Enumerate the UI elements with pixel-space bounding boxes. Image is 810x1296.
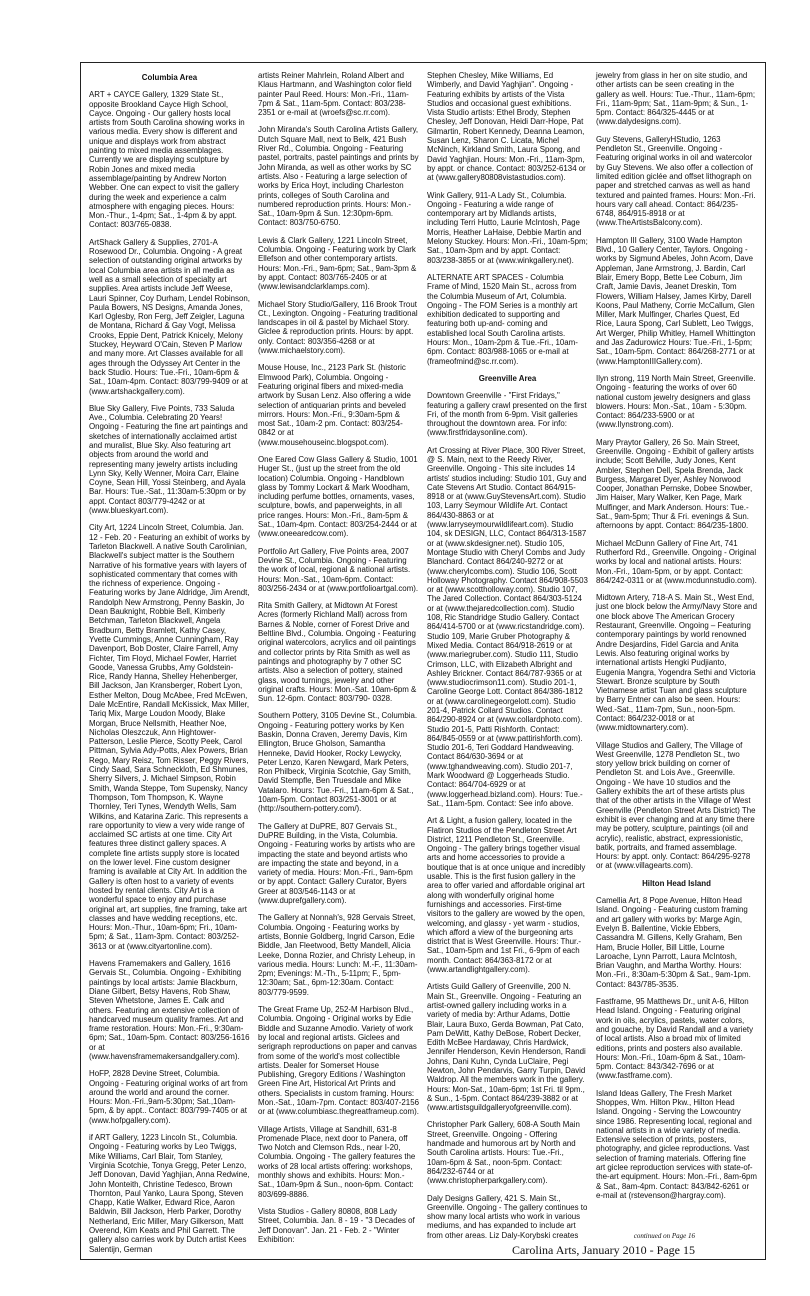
gallery-listing: Southern Pottery, 3105 Devine St., Columbia. Ongoing - Featuring pottery works by Ken Baskin, Donna Craven, Jeremy Davis, Kim Ellington, Bruce Gholson, Samantha Henneke, David Hooker, Rocky Lewycky, Peter Lenzo, Karen Newgard, Mark Peters, Ron Philbeck, Virginia Scotchie, Gay Smith, David Stempfle, Ben Truesdale and Mike Vatalaro. Hours: Tue.-Fri., 11am-6pm & Sat., 10am-5pm. Contact 803/251-3001 or at (http://southern-pottery.com/). xyxy=(258,711,418,814)
gallery-listing: if ART Gallery, 1223 Lincoln St., Columbia. Ongoing - Featuring works by Leo Twiggs, Mike Williams, Carl Blair, Tom Stanley, Virginia Scotchie, Tonya Gregg, Peter Lenzo, Jeff Donovan, David Yaghjian, Anna Redwine, John Monteith, Christine Tedesco, Brown Thornton, Paul Yanko, Laura Spong, Steven Chapp, Katie Walker, Edward Rice, Aaron Baldwin, Bill Jackson, Herb Parker, Dorothy Netherland, Eric Miller, Mary Gilkerson, Matt Overend, Kim Keats and Phil Garrett. The gallery also carries work by Dutch artist Kees Salentijn, German xyxy=(89,1133,250,1254)
column-1 xyxy=(89,71,250,1254)
gallery-listing: John Miranda's South Carolina Artists Gallery, Dutch Square Mall, next to Belk, 421 Bush River Rd., Columbia. Ongoing - Featuring pastel, portraits, pastel paintings and prints by John Miranda, as well as other works by SC artists. Also - Featuring a large selection of works by Erica Hoyt, including Charleston prints, colleges of South Carolina and numbered reproduction prints. Hours: Mon.-Sat., 10am-9pm & Sun. 12:30pm-6pm. Contact: 803/750-6750. xyxy=(258,125,419,228)
gallery-listing: Michael Story Studio/Gallery, 116 Brook Trout Ct., Lexington. Ongoing - Featuring traditional landscapes in oil & pastel by Michael Story. Giclee & reproduction prints. Hours: by appt. only. Contact: 803/356-4268 or at (www.michaelstory.com). xyxy=(258,299,418,356)
gallery-listing: Camellia Art, 8 Pope Avenue, Hilton Head Island. Ongoing - Featuring custom framing and art gallery with works by: Marge Agin, Evelyn B. Ballentine, Vickie Ebbers, Cassandra M. Gillens, Kelly Graham, Ben Ham, Brucie Holler, Bill Little, Lourne Laroache, Lynn Parrott, Laura McIntosh, Brian Vaughn, and Martha Worthy. Hours: Mon.-Fri., 8:30am-5:30pm & Sat., 9am-1pm. Contact: 843/785-3535. xyxy=(596,896,751,989)
column-2 xyxy=(258,71,419,1244)
gallery-listing: The Gallery at Nonnah's, 928 Gervais Street, Columbia. Ongoing - Featuring works by artists, Bonnie Goldberg, Ingrid Carson, Edie Biddle, Jan Fleetwood, Betty Mandell, Alicia Leeke, Donna Rozier, and Christy Leheup, in various media. Hours: Lunch: M.-F., 11:30am-2pm; Evenings: M.-Th., 5-11pm; F., 5pm-12:30am; Sat., 6pm-12:30am. Contact: 803/779-9599. xyxy=(258,913,418,997)
gallery-listing: Daly Designs Gallery, 421 S. Main St., Greenville. Ongoing - The gallery continues to show many local artists who work in various mediums, and has expanded to include art from other areas. Liz Daly-Korybski creates xyxy=(427,1193,588,1240)
gallery-listing: Midtown Artery, 718-A S. Main St., West End, just one block below the Army/Navy Store and one block above The American Grocery Restaurant, Greenville. Ongoing – Featuring contemporary paintings by world renowned Andre Desjardins, Fidel Garcia and Anita Lewis. Also featuring original works by international artists Hengki Pudjianto, Eugenia Mangra, Yogendra Sethi and Victoria Stewart. Bronze sculpture by South Vietnamese artist Tuan and glass sculpture by Barry Entner can also be seen. Hours: Wed.-Sat., 11am-7pm, Sun., noon-5pm. Contact: 864/232-0018 or at (www.midtownartery.com). xyxy=(596,593,757,733)
gallery-listing: Art Crossing at River Place, 300 River Street, @ S. Main, next to the Reedy River, Greenville. Ongoing - This site includes 14 artists' studios including: Studio 101, Guy and Cate Stevens Art Studio. Contact 864/915-8918 or at (www.GuyStevensArt.com). Studio 103, Larry Seymour Wildlife Art. Contact 864/430-8863 or at (www.larryseymourwildlifeart.com). Studio 104, sk DESIGN, LLC, Contact 864/313-1587 or at (www.skdesigner.net). Studio 105, Montage Studio with Cheryl Combs and Judy Blanchard. Contact 864/240-9272 or at (www.cherylcombs.com). Studio 106, Scott Holloway Photography. Contact 864/908-5503 or at (www.scottholloway.com). Studio 107, The Jared Collection. Contact 864/303-5124 or at (www.thejaredcollection.com). Studio 108, Ric Standridge Studio Gallery. Contact 864/414-5700 or at (www.ricstandridge.com). Studio 109, Marie Gruber Photography & Mixed Media. Contact 864/918-2619 or at (www.mariegruber.com). Studio 111, Studio Crimson, LLC, with Elizabeth Albright and Ashley Brickner. Contact 864/787-9365 or at (www.studiocrimson11.com). Studio 201-1, Caroline George Lott. Contact 864/386-1812 or at (www.carolinegeorgelott.com). Studio 201-4, Patrick Collard Studios. Contact 864/290-8924 or at (www.collardphoto.com). Studio 201-5, Patti Rishforth. Contact: 864/845-0559 or at (www.pattirishforth.com). Studio 201-6, Teri Goddard Handweaving. Contact 864/630-3694 or at (www.tghandweaving.com). Studio 201-7, Mark Woodward @ Loggerheads Studio. Contact: 864/704-6929 or at (www.loggerhead.bizland.com). Hours: Tue.-Sat., 11am-5pm. Contact: See info above. xyxy=(427,445,588,808)
gallery-listing: One Eared Cow Glass Gallery & Studio, 1001 Huger St., (just up the street from the old location) Columbia. Ongoing - Handblown glass by Tommy Lockart & Mark Woodham, including perfume bottles, ornaments, vases, sculpture, bowls, and paperweights, in all price ranges. Hours: Mon.-Fri., 8am-5pm & Sat., 10am-4pm. Contact: 803/254-2444 or at (www.oneearedcow.com). xyxy=(258,454,418,539)
gallery-listing: Fastframe, 95 Matthews Dr., unit A-6, Hilton Head Island. Ongoing - Featuring original work in oils, acrylics, pastels, water colors, and gouache, by David Randall and a variety of local artists. Also a broad mix of limited editions, prints and posters also available. Hours: Mon.-Fri., 10am-6pm & Sat., 10am-5pm. Contact: 843/342-7696 or at (www.fastframe.com). xyxy=(596,997,754,1081)
gallery-listing: HoFP, 2828 Devine Street, Columbia. Ongoing - Featuring original works of art from around the world and around the corner. Hours: Mon.-Fri.,9am-5:30pm; Sat.,10am-5pm, & by appt.. Contact: 803/799-7405 or at (www.hofpgallery.com). xyxy=(89,1069,248,1125)
gallery-listing: City Art, 1224 Lincoln Street, Columbia. Jan. 12 - Feb. 20 - Featuring an exhibit of works by Tarleton Blackwell. A native South Carolinian, Blackwell's subject matter is the Southern Narrative of his formative years with layers of sophisticated commentary that comes with the richness of experience. Ongoing - Featuring works by Jane Aldridge, Jim Arendt, Randolph New Armstrong, Penny Baskin, Jo Dean Bauknight, Robbie Bell, Kimberly Betchman, Tarleton Blackwell, Angela Bradburn, Betty Bramlett, Kathy Casey, Yvette Cummings, Anne Cunningham, Ray Davenport, Bob Doster, Claire Farrell, Amy Fichter, Tim Floyd, Michael Fowler, Harriet Goode, Vanessa Grubbs, Amy Goldstein-Rice, Randy Hanna, Shelley Hehenberger, Bill Jackson, Jan Kransberger, Robert Lyon, Esther Melton, Doug McAbee, Fred McEwen, Dale McEntire, Randall McKissick, Max Miller, Tariq Mix, Marge Loudon Moody, Blake Morgan, Bruce Nellsmith, Heather Noe, Nicholas Oleszczuk, Ann Hightower-Patterson, Leslie Pierce, Scotty Peek, Carol Pittman, Sylvia Ady-Potts, Alex Powers, Brian Rego, Mary Reisz, Tom Risser, Peggy Rivers, Cindy Saad, Sara Schneckloth, Ed Shmunes, Sherry Silvers, J. Michael Simpson, Robin Smith, Wanda Steppe, Tom Supensky, Nancy Thompson, Tom Thompson, K. Wayne Thornley, Teri Tynes, Wendyth Wells, Sam Wilkins, and Katarina Zaric. This represents a rare opportunity to view a very wide range of acclaimed SC artists at one time. City Art features three distinct gallery spaces. A complete fine artists supply store is located on the lower level. Fine custom designer framing is available at City Art. In addition the Gallery is often host to a variety of events hosted by rental clients. City Art is a wonderful space to enjoy and purchase original art, art supplies, fine framing, take art classes and have wedding receptions, etc. Hours: Mon.-Thur., 10am-6pm; Fri., 10am-5pm; & Sat., 11am-3pm. Contact: 803/252-3613 or at (www.cityartonline.com). xyxy=(89,523,250,951)
gallery-listing: Portfolio Art Gallery, Five Points area, 2007 Devine St., Columbia. Ongoing - Featuring the work of local, regional & national artists. Hours: Mon.-Sat., 10am-6pm. Contact: 803/256-2434 or at (www.portfolioartgal.com). xyxy=(258,546,419,593)
gallery-listing: Guy Stevens, GalleryHStudio, 1263 Pendleton St., Greenville. Ongoing - Featuring original works in oil and watercolor by Guy Stevens. We also offer a collection of limited edition giclée and offset lithograph on paper and stretched canvas as well as hand textured and painted frames. Hours: Mon.-Fri. hours vary call ahead. Contact: 864/235-6748, 864/915-8918 or at (www.TheArtistsBalcony.com). xyxy=(596,134,756,228)
page-footer: Carolina Arts, January 2010 - Page 15 xyxy=(512,1242,695,1257)
gallery-listing: Havens Framemakers and Gallery, 1616 Gervais St., Columbia. Ongoing - Exhibiting paintings by local artists: Jamie Blackburn, Diane Gilbert, Betsy Havens, Rob Shaw, Steven Whetstone, James E. Calk and others. Featuring an extensive collection of handcarved museum quality frames. Art and frame restoration. Hours: Mon.-Fri., 9:30am-6pm; Sat., 10am-5pm. Contact: 803/256-1616 or at (www.havensframemakersandgallery.com). xyxy=(89,959,250,1061)
gallery-listing: jewelry from glass in her on site studio, and other artists can be seen creating in the gallery as well. Hours: Tue.-Thur., 11am-6pm; Fri., 11am-9pm; Sat., 11am-9pm; & Sun., 1-5pm. Contact: 864/325-4445 or at (www.dalydesigns.com). xyxy=(596,71,756,127)
gallery-listing: Art & Light, a fusion gallery, located in the Flatiron Studios of the Pendleton Street Art District, 1211 Pendleton St., Greenville. Ongoing - The gallery brings together visual arts and home accessories to provide a boutique that is at once unique and incredibly usable. This is the first fusion gallery in the area to offer varied and affordable original art along with wonderfully original home furnishings and accessories. First-time visitors to the gallery are wowed by the open, welcoming, and glassy - yet warm - studios, which afford a view of the burgeoning arts district that is West Greenville. Hours: Thur.-Sat., 10am-5pm and 1st Fri., 6-9pm of each month. Contact: 864/363-8172 or at (www.artandlightgallery.com). xyxy=(427,816,586,975)
gallery-listing: Mary Praytor Gallery, 26 So. Main Street, Greenville. Ongoing - Exhibit of gallery artists include; Scott Belville, Judy Jones, Kent Ambler, Stephen Dell, Spela Brenda, Jack Burgess, Margaret Dyer, Ashley Norwood Cooper, Jonathan Pernske, Dobee Snowber, Jim Haiser, Mary Walker, Ken Page, Mark Mulfinger, and Mark Anderson. Hours: Tue.-Sat., 9am-5pm; Thur & Fri. evenings & Sun. afternoons by appt. Contact: 864/235-1800. xyxy=(596,437,754,531)
gallery-listing: Island Ideas Gallery, The Fresh Market Shoppes, Wm. Hilton Pkw., Hilton Head Island. Ongoing - Serving the Lowcountry since 1986. Representing local, regional and national artists in a wide variety of media. Extensive selection of prints, posters, photography, and giclee reproductions. Vast selection of framing materials. Offering fine art giclee reproduction services with state-of-the-art equipment. Hours: Mon.-Fri., 8am-6pm & Sat., 8am-4pm. Contact: 843/842-6261 or e-mail at (rstevenson@hargray.com). xyxy=(596,1088,757,1200)
gallery-listing: Village Studios and Gallery, The Village of West Greenville, 1278 Pendleton St., two story yellow brick building on corner of Pendleton St. and Lois Ave., Greenville. Ongoing - We have 10 studios and the Gallery exhibits the art of these artists plus that of the other artists in the Village of West Greenville (Pendleton Street Arts District) The exhibit is ever changing and at any time there may be pottery, sculpture, paintings (oil and acrylic), realistic, abstract, expressionistic, batik, portraits, and framed assemblage. Hours: by appt. only. Contact: 864/295-9278 or at (www.villagearts.com). xyxy=(596,740,756,871)
gallery-listing: artists Reiner Mahrlein, Roland Albert and Klaus Hartmann, and Washington color field painter Paul Reed. Hours: Mon.-Fri., 11am-7pm & Sat., 11am-5pm. Contact: 803/238-2351 or e-mail at (wroefs@sc.rr.com). xyxy=(258,71,412,118)
gallery-listing: Lewis & Clark Gallery, 1221 Lincoln Street, Columbia. Ongoing - Featuring work by Clark Ellefson and other contemporary artists. Hours: Mon.-Fri., 9am-6pm; Sat., 9am-3pm & by appt. Contact: 803/765-2405 or at (www.lewisandclarklamps.com). xyxy=(258,235,417,292)
column-3 xyxy=(427,71,588,1240)
gallery-listing: Rita Smith Gallery, at Midtown At Forest Acres (formerly Richland Mall) across from Barnes & Noble, corner of Forest Drive and Beltline Blvd., Columbia. Ongoing - Featuring original watercolors, acrylics and oil paintings and collector prints by Rita Smith as well as paintings and photography by 7 other SC artists. Also a selection of pottery, stained glass, wood turnings, jewelry and other original crafts. Hours: Mon.-Sat. 10am-6pm & Sun. 12-6pm. Contact: 803/790- 0328. xyxy=(258,601,417,704)
gallery-listing: Michael McDunn Gallery of Fine Art, 741 Rutherford Rd., Greenville. Ongoing - Original works by local and national artists. Hours: Mon.-Fri., 10am-5pm, or by appt. Contact: 864/242-0311 or at (www.mcdunnstudio.com). xyxy=(596,538,757,585)
gallery-listing: The Great Frame Up, 252-M Harbison Blvd., Columbia. Ongoing - Original works by Edie Biddle and Suzanne Amodio. Variety of work by local and regional artists. Giclees and serigraph reproductions on paper and canvas from some of the world's most collectible artists. Dealer for Somerset House Publishing, Gregory Editions / Washington Green Fine Art, Historical Art Prints and others. Specialists in custom framing. Hours: Mon.-Sat., 10am-7pm. Contact: 803/407-2156 or at (www.columbiasc.thegreatframeup.com). xyxy=(258,1005,419,1117)
continued-note: continued on Page 16 xyxy=(633,1231,695,1240)
region-heading: Greenville Area xyxy=(478,373,537,383)
region-heading: Hilton Head Island xyxy=(642,878,711,888)
gallery-listing: ALTERNATE ART SPACES - Columbia Frame of Mind, 1520 Main St., across from the Columbia Museum of Art, Columbia. Ongoing - The FOM Series is a monthly art exhibition dedicated to supporting and featuring both up-and- coming and established local South Carolina artists. Hours: Mon., 10am-2pm & Tue.-Fri., 10am-6pm. Contact: 803/988-1065 or e-mail at (frameofmind@sc.rr.com). xyxy=(427,272,578,366)
gallery-listing: Downtown Greenville - "First Fridays," featuring a gallery crawl presented on the first Fri, of the month from 6-9pm. Visit galleries throughout the downtown area. For info: (www.firstfridaysonline.com). xyxy=(427,391,587,438)
gallery-listing: Christopher Park Gallery, 608-A South Main Street, Greenville. Ongoing - Offering handmade and humorous art by North and South Carolina artists. Hours: Tue.-Fri., 10am-6pm & Sat., noon-5pm. Contact: 864/232-6744 or at (www.christopherparkgallery.com). xyxy=(427,1120,580,1186)
column-4 xyxy=(596,71,757,1223)
gallery-listing: Artists Guild Gallery of Greenville, 200 N. Main St., Greenville. Ongoing - Featuring an artist-owned gallery including works in a variety of media by: Arthur Adams, Dottie Blair, Laura Buxo, Gerda Bowman, Pat Cato, Pam DeWitt, Kathy DeBose, Robert Decker, Edith McBee Hardaway, Chris Hardwick, Jennifer Henderson, Kevin Henderson, Randi Johns, Dani Kuhn, Cynda LuClaire, Pegi Newton, John Pendarvis, Garry Turpin, David Waldrop. All the members work in the gallery. Hours: Mon-Sat., 10am-6pm; 1st Fri. til 9pm., & Sun., 1-5pm. Contact 864/239-3882 or at (www.artistsguildgalleryofgreenville.com). xyxy=(427,982,586,1113)
gallery-listing: Vista Studios - Gallery 80808, 808 Lady Street, Columbia. Jan. 8 - 19 - "3 Decades of Jeff Donovan". Jan. 21 - Feb. 2 - "Winter Exhibition: xyxy=(258,1206,415,1244)
gallery-listing: Mouse House, Inc., 2123 Park St. (historic Elmwood Park), Columbia. Ongoing - Featuring original fibers and mixed-media artwork by Susan Lenz. Also offering a wide selection of antiquarian prints and beveled mirrors. Hours: Mon.-Fri., 9:30am-5pm & most Sat., 10am-2 pm. Contact: 803/254-0842 or at (www.mousehouseinc.blogspot.com). xyxy=(258,363,411,447)
newspaper-page xyxy=(80,62,766,1260)
gallery-listing: ArtShack Gallery & Supplies, 2701-A Rosewood Dr., Columbia. Ongoing - A great selection of outstanding original artworks by local Columbia area artists in all media as well as a small selection of specialty art supplies. Area artists include Jeff Weese, Lauri Spinner, Coy Durham, Lendel Robinson, Paula Bowers, NS Designs, Amanda Jones, Karl Oglesby, Ron Ferg, Jeff Zeigler, Laguna de Montana, Richard & Gay Vogt, Melissa Crooks, Eppie Dent, Patrick Knicely, Melony Stuckey, Heyward O'Cain, Steven P Marlow and many more. Art Classes available for all ages through the Odyssey Art Center in the back Studio. Hours: Tue.-Fri., 10am-6pm & Sat., 10am-4pm. Contact: 803/799-9409 or at (www.artshackgallery.com). xyxy=(89,237,250,396)
gallery-listing: Village Artists, Village at Sandhill, 631-8 Promenade Place, next door to Panera, off Two Notch and Clemson Rds., near I-20, Columbia. Ongoing - The gallery features the works of 28 local artists offering: workshops, monthly shows and exhibits. Hours: Mon.-Sat., 10am-9pm & Sun., noon-6pm. Contact: 803/699-8886. xyxy=(258,1124,416,1199)
gallery-listing: Wink Gallery, 911-A Lady St., Columbia. Ongoing - Featuring a wide range of contemporary art by Midlands artists, including Terri Hutto, Laurie McIntosh, Page Morris, Heather LaHaise, Debbie Martin and Melony Stuckey. Hours: Mon.-Fri., 10am-5pm; Sat., 10am-3pm and by appt. Contact: 803/238-3855 or at (www.winkgallery.net). xyxy=(427,190,588,265)
gallery-listing: Blue Sky Gallery, Five Points, 733 Saluda Ave., Columbia. Celebrating 20 Years! Ongoing - Featuring the fine art paintings and sketches of internationally acclaimed artist and muralist, Blue Sky. Also featuring art objects from around the world and representing many jewelry artists including Lynn Sky, Kelly Wenner, Moira Carr, Elaine Coyne, Sean Hill, Yossi Steinberg, and Ayala Bar. Hours: Tue.-Sat., 11:30am-5:30pm or by appt. Contact 803/779-4242 or at (www.blueskyart.com). xyxy=(89,403,248,516)
gallery-listing: Ilyn strong, 119 North Main Street, Greenville. Ongoing - featuring the works of over 60 national custom jewelry designers and glass blowers. Hours: Mon.-Sat., 10am - 5:30pm. Contact: 864/233-5900 or at (www.Ilynstrong.com). xyxy=(596,373,756,430)
gallery-listing: ART + CAYCE Gallery, 1329 State St., opposite Brookland Cayce High School, Cayce. Ongoing - Our gallery hosts local artists from South Carolina showing works in various media. Every show is different and unique and displays work from abstract painting to mixed media assemblages. Currently we are displaying sculpture by Robin Jones and mixed media assemblage/painting by Andrew Norton Webber. One can expect to visit the gallery during the week and experience a calm atmosphere with engaging pieces. Hours: Mon.-Thur., 1-4pm; Sat., 1-4pm & by appt. Contact: 803/765-0838. xyxy=(89,90,245,230)
gallery-listing: Stephen Chesley, Mike Williams, Ed Wimberly, and David Yaghjian". Ongoing - Featuring exhibits by artists of the Vista Studios and occasional guest exhibitions. Vista Studio artists: Ethel Brody, Stephen Chesley, Jeff Donovan, Heidi Darr-Hope, Pat Gilmartin, Robert Kennedy, Deanna Leamon, Susan Lenz, Sharon C. Licata, Michel McNinch, Kirkland Smith, Laura Spong, and David Yaghjian. Hours: Mon.-Fri., 11am-3pm, by appt. or chance. Contact: 803/252-6134 or at (www.gallery80808vistastudios.com). xyxy=(427,71,586,183)
region-heading: Columbia Area xyxy=(141,73,198,82)
gallery-listing: The Gallery at DuPRE, 807 Gervais St., DuPRE Building, in the Vista, Columbia. Ongoing - Featuring works by artists who are impacting the state and beyond artists who are impacting the state and beyond, in a variety of media. Hours: Mon.-Fri., 9am-6pm or by appt. Contact: Gallery Curator, Byers Greer at 803/546-1143 or at (www.duprefgallery.com). xyxy=(258,821,416,906)
gallery-listing: Hampton III Gallery, 3100 Wade Hampton Blvd., 10 Gallery Center, Taylors. Ongoing - works by Sigmund Abeles, John Acorn, Dave Appleman, Jane Armstrong, J. Bardin, Carl Blair, Emery Bopp, Bette Lee Coburn, Jim Craft, Jamie Davis, Jeanet Dreskin, Tom Flowers, William Halsey, James Kirby, Darell Koons, Paul Matheny, Corrie McCallum, Glen Miller, Mark Mulfinger, Charles Quest, Ed Rice, Laura Spong, Carl Sublett, Leo Twiggs, Art Werger, Philip Whitley, Hamell Whittington and Jas Zadurowicz Hours: Tue.-Fri., 1-5pm; Sat., 10am-5pm. Contact: 864/268-2771 or at (www.HamptonIIIGallery.com). xyxy=(596,235,756,366)
